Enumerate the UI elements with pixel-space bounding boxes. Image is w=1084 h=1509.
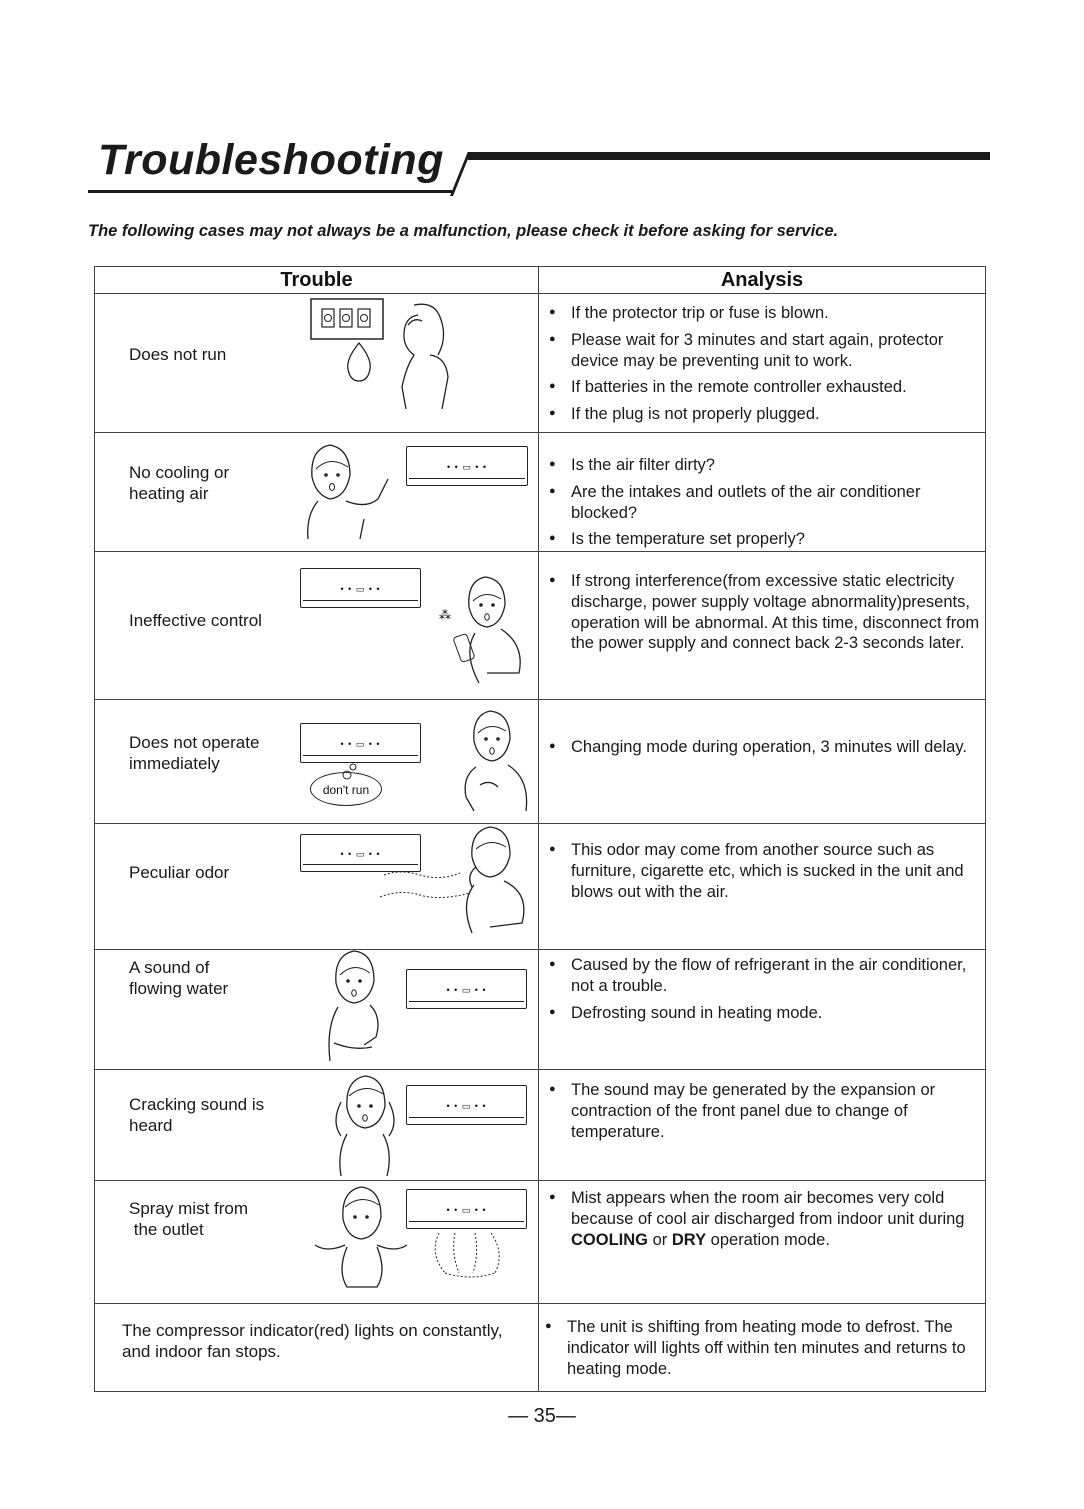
analysis-item: ● Defrosting sound in heating mode.	[547, 1003, 987, 1024]
dry-mode-label: DRY	[671, 1230, 707, 1249]
row-divider	[95, 1069, 985, 1070]
page-title: Troubleshooting	[98, 136, 444, 184]
shrugging-person-illustration	[307, 1183, 417, 1295]
row-divider	[95, 293, 985, 294]
air-conditioner-icon: • • ▭ • •	[300, 568, 421, 608]
row-divider	[95, 432, 985, 433]
analysis-list-1	[547, 303, 987, 425]
covering-ears-person-illustration	[327, 1072, 407, 1180]
listening-person-illustration	[320, 947, 400, 1065]
analysis-item: ● Are the intakes and outlets of the air conditioner blocked?	[547, 482, 987, 524]
analysis-text: Mist appears when the room air becomes very cold because of cool air discharged from indoor unit during	[571, 1189, 965, 1228]
title-underline	[88, 190, 452, 193]
analysis-item: ● Please wait for 3 minutes and start again, protector device may be preventing unit to work.	[547, 330, 987, 372]
analysis-item: ● If batteries in the remote controller exhausted.	[547, 377, 987, 398]
trouble-compressor-indicator: The compressor indicator(red) lights on constantly, and indoor fan stops.	[122, 1321, 503, 1361]
analysis-list-3	[547, 571, 987, 654]
analysis-list-8	[547, 1188, 987, 1250]
page-number: — 35—	[508, 1405, 576, 1427]
svg-text:⁂: ⁂	[439, 608, 451, 622]
cooling-mode-label: COOLING	[571, 1230, 648, 1249]
header-analysis: Analysis	[720, 269, 804, 291]
title-bar	[468, 152, 990, 160]
analysis-item: ● If strong interference(from excessive static electricity discharge, power supply voltage abnormality)presents, operation will be abnormal. At this time, disconnect from the power supply and connect back 2-3 seconds later.	[547, 571, 987, 654]
row-divider	[95, 699, 985, 700]
trouble-spray-mist: Spray mist from the outlet	[129, 1199, 249, 1239]
row-divider	[95, 823, 985, 824]
analysis-list-2	[547, 455, 987, 550]
analysis-item: ● The sound may be generated by the expansion or contraction of the front panel due to change of temperature.	[547, 1080, 987, 1142]
dont-run-callout: don't run	[310, 772, 382, 806]
confused-person-illustration	[300, 439, 410, 549]
analysis-list-5	[547, 840, 987, 902]
analysis-list-9	[543, 1317, 983, 1379]
person-smelling-odor-illustration	[380, 823, 540, 947]
person-with-remote-illustration	[435, 573, 535, 697]
troubleshooting-table	[94, 266, 986, 1392]
analysis-item: ● This odor may come from another source such as furniture, cigarette etc, which is sucked in the unit and blows out with the air.	[547, 840, 987, 902]
air-conditioner-icon: • • ▭ • •	[406, 1085, 527, 1125]
analysis-text: operation mode.	[706, 1230, 830, 1249]
trouble-does-not-run: Does not run	[129, 345, 227, 364]
air-conditioner-icon: • • ▭ • •	[406, 446, 528, 486]
analysis-item: ● Caused by the flow of refrigerant in the air conditioner, not a trouble.	[547, 955, 987, 997]
trouble-ineffective-control: Ineffective control	[129, 611, 262, 630]
air-conditioner-icon: • • ▭ • •	[406, 969, 527, 1009]
analysis-list-6	[547, 955, 987, 1023]
row-divider	[95, 949, 985, 950]
trouble-peculiar-odor: Peculiar odor	[129, 863, 230, 882]
row-divider	[95, 551, 985, 552]
analysis-item	[547, 1188, 987, 1250]
analysis-item: ● The unit is shifting from heating mode to defrost. The indicator will lights off within ten minutes and returns to heating mode.	[543, 1317, 983, 1379]
analysis-list-7	[547, 1080, 987, 1142]
person-with-fuse-box-illustration	[310, 297, 460, 427]
analysis-item: ● If the plug is not properly plugged.	[547, 404, 987, 425]
row-divider	[95, 1180, 985, 1181]
trouble-cracking-sound: Cracking sound is heard	[129, 1095, 265, 1135]
analysis-item: ● Is the air filter dirty?	[547, 455, 987, 476]
trouble-does-not-operate: Does not operate immediately	[129, 733, 260, 773]
air-conditioner-icon: • • ▭ • •	[300, 834, 421, 872]
air-conditioner-icon: • • ▭ • •	[406, 1189, 527, 1229]
analysis-item: ● If the protector trip or fuse is blown.	[547, 303, 987, 324]
analysis-item: ● Is the temperature set properly?	[547, 529, 987, 550]
analysis-text: or	[648, 1230, 672, 1249]
page-subtitle: The following cases may not always be a malfunction, please check it before asking for service.	[88, 222, 839, 240]
trouble-no-cooling: No cooling or heating air	[129, 463, 230, 503]
header-trouble: Trouble	[280, 269, 353, 291]
mist-icon	[425, 1229, 515, 1279]
thinking-person-illustration	[450, 707, 540, 819]
air-conditioner-icon: • • ▭ • •	[300, 723, 421, 763]
row-divider	[95, 1303, 985, 1304]
analysis-item: ● Changing mode during operation, 3 minutes will delay.	[547, 737, 987, 758]
analysis-list-4	[547, 737, 987, 758]
trouble-flowing-water: A sound of flowing water	[129, 958, 229, 998]
